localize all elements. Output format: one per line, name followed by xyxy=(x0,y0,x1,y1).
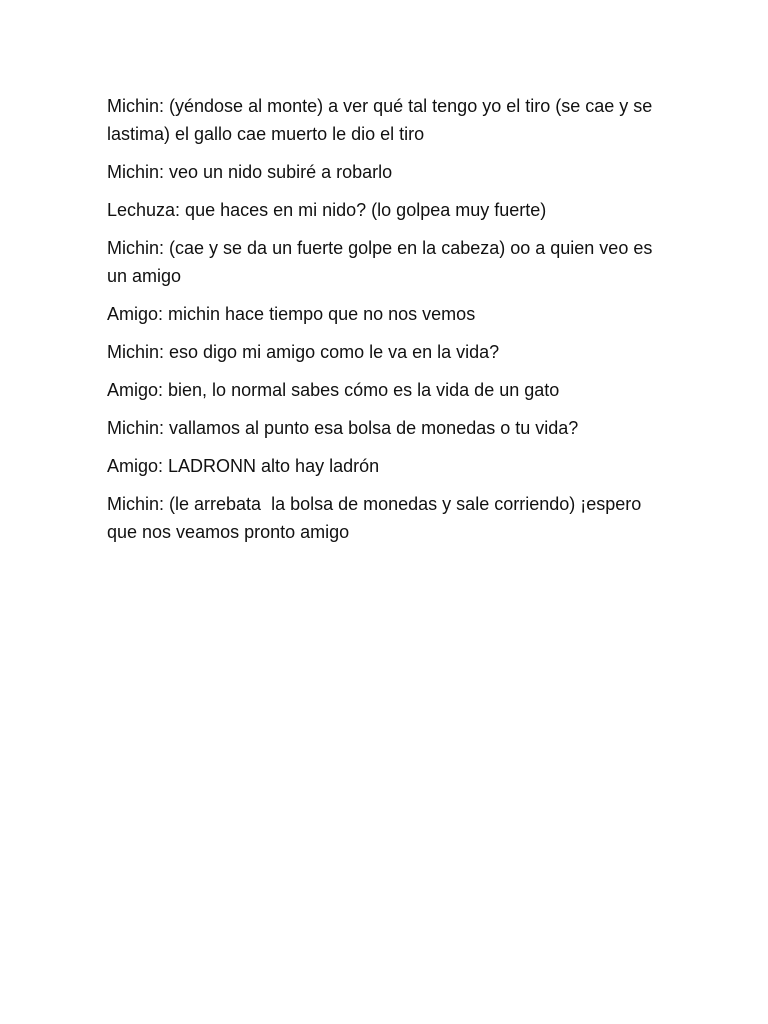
paragraph-2: Michin: veo un nido subiré a robarlo xyxy=(107,162,393,182)
paragraph-6: Michin: eso digo mi amigo como le va en la vida? xyxy=(107,342,500,362)
document-body xyxy=(107,92,667,556)
paragraph-3: Lechuza: que haces en mi nido? (lo golpea muy fuerte) xyxy=(107,200,547,220)
paragraph-1: Michin: (yéndose al monte) a ver qué tal tengo yo el tiro (se cae y se lastima) el gallo cae muerto le dio el tiro xyxy=(107,96,658,144)
paragraph-5: Amigo: michin hace tiempo que no nos vemos xyxy=(107,304,476,324)
paragraph-10: Michin: (le arrebata la bolsa de monedas y sale corriendo) ¡espero que nos veamos pronto amigo xyxy=(107,494,647,542)
paragraph-9: Amigo: LADRONN alto hay ladrón xyxy=(107,456,380,476)
paragraph-4: Michin: (cae y se da un fuerte golpe en la cabeza) oo a quien veo es un amigo xyxy=(107,238,658,286)
paragraph-8: Michin: vallamos al punto esa bolsa de monedas o tu vida? xyxy=(107,418,579,438)
paragraph-7: Amigo: bien, lo normal sabes cómo es la vida de un gato xyxy=(107,380,560,400)
